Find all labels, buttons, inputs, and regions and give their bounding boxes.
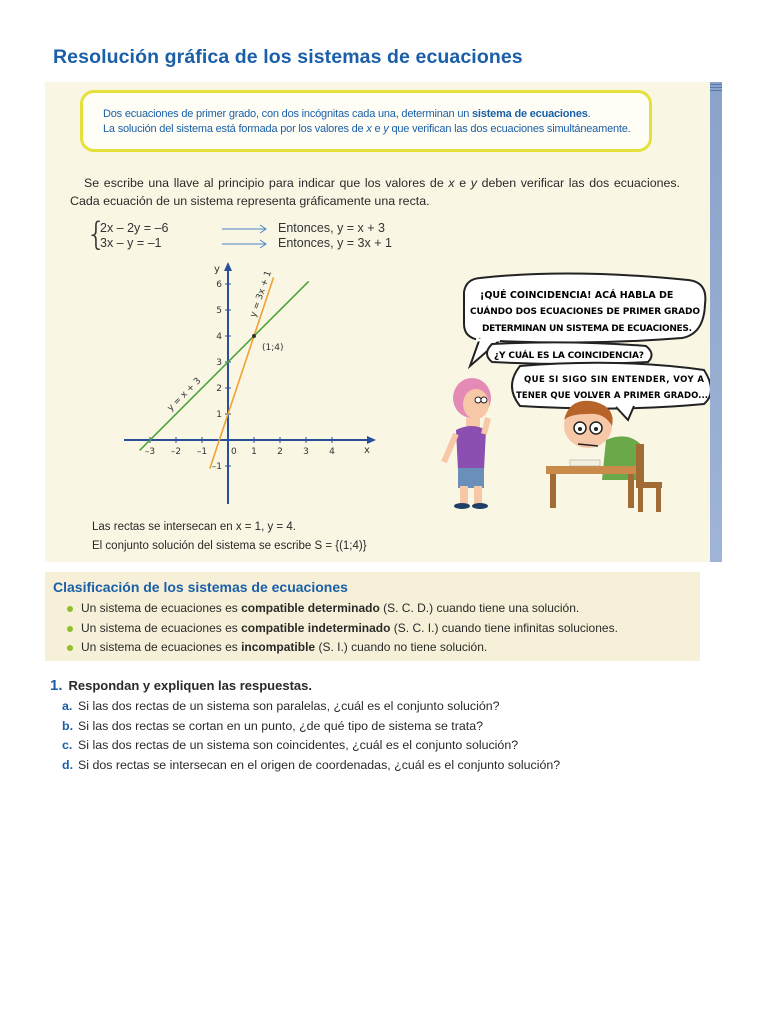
item-text: Un sistema de ecuaciones es <box>81 620 242 635</box>
speech-bubble-2 <box>487 342 652 364</box>
caption-line-1: Las rectas se intersecan en x = 1, y = 4. <box>92 521 296 533</box>
item-letter: c. <box>62 738 73 752</box>
classification-list <box>53 599 700 658</box>
equation-system <box>86 215 426 255</box>
y-tick-label: 2 <box>216 384 222 394</box>
speech-bubble-3 <box>512 363 710 420</box>
equation-2: 3x – y = –1 <box>100 236 162 250</box>
item-text: (S. C. D.) cuando tiene una solución. <box>379 601 580 615</box>
girl-character <box>444 378 491 509</box>
classification-section <box>45 572 700 661</box>
page-title: Resolución gráfica de los sistemas de ecuaciones <box>53 46 523 68</box>
x-tick-label: 4 <box>329 447 335 457</box>
caption-line-2: El conjunto solución del sistema se escribe S = {(1;4)} <box>92 540 367 552</box>
definition-text: La solución del sistema está formada por los valores de <box>103 123 367 135</box>
item-term: compatible determinado <box>241 601 380 615</box>
item-text: Si dos rectas se intersecan en el origen de coordenadas, ¿cuál es el conjunto solución? <box>78 757 561 772</box>
item-term: compatible indeterminado <box>241 620 391 635</box>
intro-text: e <box>454 176 471 190</box>
y-tick-label: 5 <box>216 306 222 316</box>
graph-caption <box>92 518 367 556</box>
variable-x: x <box>366 123 372 135</box>
y-axis-arrow-icon <box>224 262 232 271</box>
page-edge-bar <box>710 82 722 562</box>
x-tick-label: 2 <box>277 447 283 457</box>
definition-text: que verifican las dos ecuaciones simultáneamente. <box>388 123 631 135</box>
coordinate-graph <box>118 258 382 508</box>
exercise-item <box>62 736 690 756</box>
item-text: Si las dos rectas se cortan en un punto, ¿de qué tipo de sistema se trata? <box>78 718 483 733</box>
item-text: (S. I.) cuando no tiene solución. <box>315 640 488 654</box>
equation-1: 2x – 2y = –6 <box>100 221 169 235</box>
definition-line-1 <box>103 107 649 122</box>
exercise-number: 1. <box>50 677 63 694</box>
exercise-title: Respondan y expliquen las respuestas. <box>68 678 312 693</box>
y-axis-label: y <box>214 264 220 275</box>
bubble-text: ¿Y CUÁL ES LA COINCIDENCIA? <box>494 351 644 361</box>
intro-text: Se escribe una llave al principio para indicar que los valores de <box>84 176 449 190</box>
arrow-right-icon <box>222 239 268 249</box>
y-tick-label: –1 <box>211 462 222 472</box>
list-item <box>67 638 700 658</box>
item-text: Si las dos rectas de un sistema son paralelas, ¿cuál es el conjunto solución? <box>78 699 500 713</box>
intro-text: deben verificar las dos ecuaciones. Cada ecuación de un sistema representa gráficamente una recta. <box>70 176 681 208</box>
definition-text: Dos ecuaciones de primer grado, con dos incógnitas cada una, determinan un <box>103 108 473 120</box>
definition-line-2 <box>103 122 649 137</box>
item-letter: b. <box>62 718 74 733</box>
exercise-list <box>50 697 690 775</box>
x-tick-label: 3 <box>303 447 309 457</box>
intro-paragraph <box>70 174 680 210</box>
list-item <box>67 619 700 639</box>
list-item <box>67 599 700 619</box>
y-tick-label: 6 <box>216 280 222 290</box>
bubble-text: QUE SI SIGO SIN ENTENDER, VOY A <box>524 375 704 385</box>
solved-equation-2: Entonces, y = 3x + 1 <box>278 236 392 250</box>
classification-heading: Clasificación de los sistemas de ecuaciones <box>53 579 348 595</box>
x-tick-label: –1 <box>196 447 208 457</box>
exercise-item <box>62 756 690 776</box>
variable-y: y <box>383 123 389 135</box>
exercise-heading <box>50 677 690 697</box>
y-tick-label: 4 <box>216 332 222 342</box>
item-text: Un sistema de ecuaciones es <box>81 601 242 615</box>
intersection-point <box>252 334 256 338</box>
bubble-text: DETERMINAN UN SISTEMA DE ECUACIONES. <box>482 324 692 334</box>
definition-box <box>80 90 652 152</box>
y-tick-label: 3 <box>216 358 222 368</box>
item-text: Un sistema de ecuaciones es <box>81 640 242 654</box>
item-term: incompatible <box>241 640 316 654</box>
y-tick-label: 1 <box>216 410 222 420</box>
bubble-text: TENER QUE VOLVER A PRIMER GRADO... <box>516 391 708 401</box>
item-text: (S. C. I.) cuando tiene infinitas soluciones. <box>390 620 618 635</box>
cartoon-illustration <box>420 268 710 528</box>
definition-text: . <box>587 108 591 120</box>
exercise-item <box>62 717 690 737</box>
line1-label: y = x + 3 <box>165 376 204 414</box>
boy-character <box>546 401 662 512</box>
item-letter: a. <box>62 699 73 713</box>
x-tick-label: –3 <box>144 447 156 457</box>
variable-y: y <box>470 176 477 190</box>
item-letter: d. <box>62 757 74 772</box>
variable-x: x <box>448 176 455 190</box>
bubble-text: CUÁNDO DOS ECUACIONES DE PRIMER GRADO <box>470 307 700 317</box>
brace-icon: { <box>86 215 107 253</box>
x-axis-arrow-icon <box>367 436 376 444</box>
arrow-right-icon <box>222 224 268 234</box>
exercise-item <box>62 697 690 717</box>
definition-text: e <box>371 123 384 135</box>
definition-term: sistema de ecuaciones <box>472 108 588 120</box>
bubble-text: ¡QUÉ COINCIDENCIA! ACÁ HABLA DE <box>480 290 674 301</box>
origin-label: 0 <box>231 447 237 457</box>
solved-equation-1: Entonces, y = x + 3 <box>278 221 386 235</box>
exercise-section <box>50 677 690 775</box>
item-text: Si las dos rectas de un sistema son coincidentes, ¿cuál es el conjunto solución? <box>78 738 519 752</box>
x-tick-label: –2 <box>170 447 182 457</box>
line2-label: y = 3x + 1 <box>248 269 274 319</box>
x-axis-label: x <box>364 445 370 456</box>
intersection-label: (1;4) <box>262 343 284 353</box>
x-tick-label: 1 <box>251 447 257 457</box>
